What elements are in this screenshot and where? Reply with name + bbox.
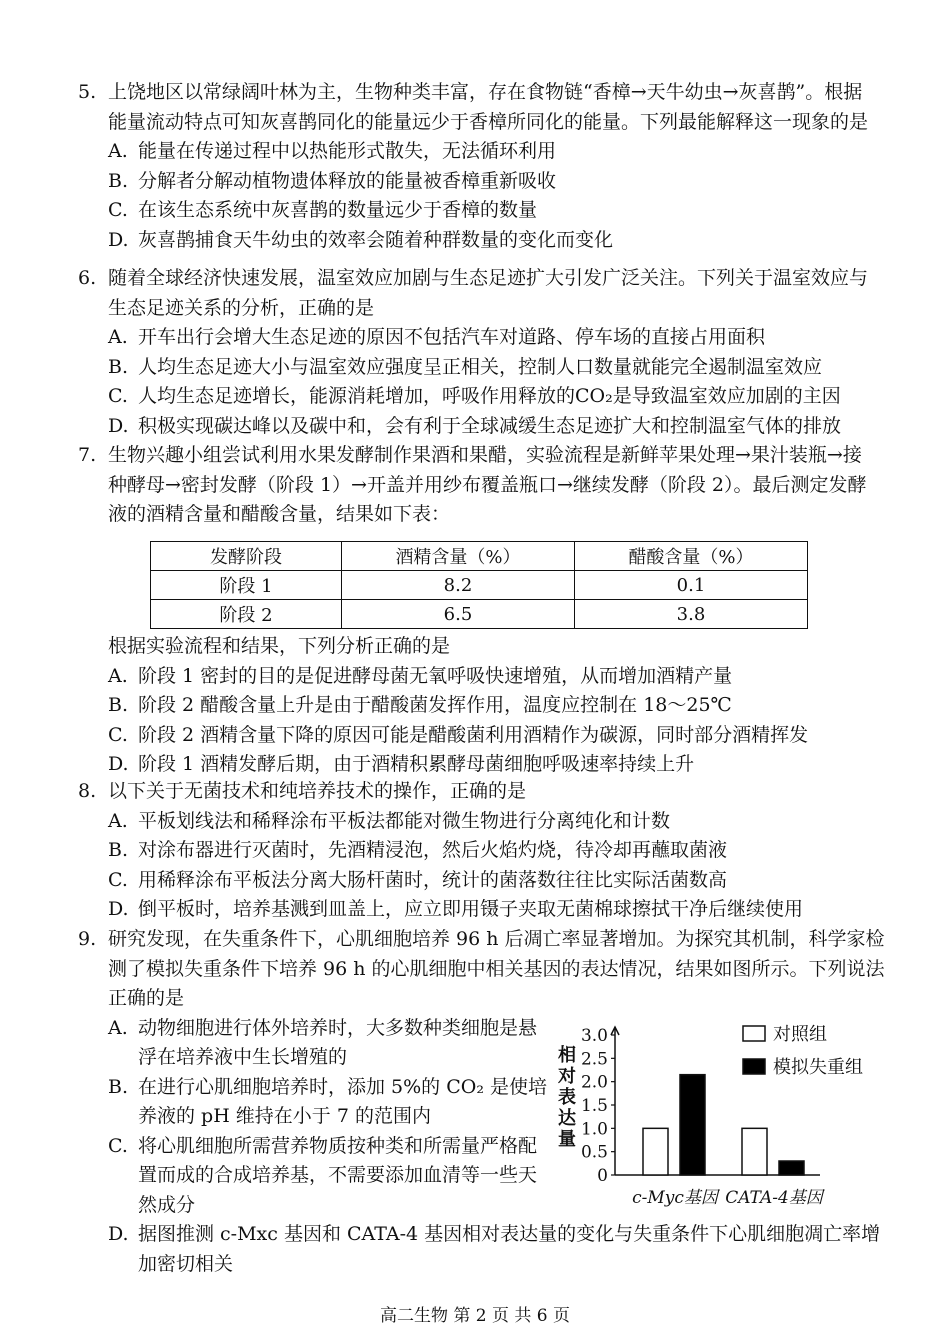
bar [680, 1075, 705, 1175]
bar [742, 1128, 767, 1175]
option-b[interactable]: B. 在进行心肌细胞培养时，添加 5%的 CO₂ 是使培 [108, 1075, 547, 1098]
y-tick-label: 0 [597, 1166, 608, 1186]
question-6 [78, 264, 888, 441]
y-axis-label: 对 [558, 1066, 576, 1087]
question-number: 7. [78, 444, 97, 466]
y-axis-label: 相 [558, 1045, 576, 1066]
legend-label: 模拟失重组 [773, 1057, 863, 1078]
y-tick-label: 0.5 [580, 1142, 608, 1163]
option-c[interactable]: C. 将心肌细胞所需营养物质按种类和所需量严格配 [108, 1134, 538, 1157]
option-b-cont: 养液的 pH 维持在小于 7 的范围内 [138, 1105, 431, 1127]
option-d[interactable]: D. 积极实现碳达峰以及碳中和，会有利于全球减缓生态足迹扩大和控制温室气体的排放 [108, 414, 842, 437]
option-c[interactable]: C. 用稀释涂布平板法分离大肠杆菌时，统计的菌落数往往比实际活菌数高 [108, 868, 728, 891]
question-7-options [78, 632, 888, 780]
option-c[interactable]: C. 人均生态足迹增长，能源消耗增加，呼吸作用释放的CO₂是导致温室效应加剧的主因 [108, 385, 841, 407]
option-c-cont: 然成分 [138, 1193, 196, 1216]
legend-swatch [743, 1059, 765, 1074]
question-text: 随着全球经济快速发展，温室效应加剧与生态足迹扩大引发广泛关注。下列关于温室效应与 [108, 267, 869, 289]
x-category-label: c-Myc基因 [632, 1188, 718, 1208]
table-row [151, 571, 808, 600]
option-a[interactable]: A. 开车出行会增大生态足迹的原因不包括汽车对道路、停车场的直接占用面积 [108, 326, 766, 348]
table-header: 醋酸含量（%） [575, 542, 808, 571]
question-text: 能量流动特点可知灰喜鹊同化的能量远少于香樟所同化的能量。下列最能解释这一现象的是 [108, 110, 869, 133]
table-header: 发酵阶段 [151, 542, 342, 571]
page-footer: 高二生物 第 2 页 共 6 页 [379, 1306, 571, 1326]
table-row [151, 600, 808, 629]
question-number: 9. [78, 928, 97, 950]
question-text: 上饶地区以常绿阔叶林为主，生物种类丰富，存在食物链“香樟→天牛幼虫→灰喜鹊”。根据 [108, 81, 863, 103]
y-tick-label: 1.5 [580, 1096, 608, 1116]
question-number: 6. [78, 267, 97, 289]
option-a[interactable]: A. 阶段 1 密封的目的是促进酵母菌无氧呼吸快速增殖，从而增加酒精产量 [108, 664, 733, 687]
y-axis-label: 表 [558, 1087, 576, 1108]
option-b[interactable]: B. 阶段 2 醋酸含量上升是由于醋酸菌发挥作用，温度应控制在 18～25℃ [108, 694, 732, 716]
option-a[interactable]: A. 平板划线法和稀释涂布平板法都能对微生物进行分离纯化和计数 [108, 809, 671, 832]
question-text: 生物兴趣小组尝试利用水果发酵制作果酒和果醋，实验流程是新鲜苹果处理→果汁装瓶→接 [108, 444, 862, 466]
fermentation-table [150, 541, 808, 629]
y-tick-label: 2.0 [580, 1072, 608, 1093]
table-cell: 3.8 [575, 600, 808, 629]
gene-expression-chart [555, 1015, 885, 1215]
question-8 [78, 777, 888, 925]
table-cell: 8.2 [342, 571, 575, 600]
option-b[interactable]: B. 分解者分解动植物遗体释放的能量被香樟重新吸收 [108, 169, 557, 192]
table-cell: 阶段 1 [151, 571, 342, 600]
question-text: 测了模拟失重条件下培养 96 h 的心肌细胞中相关基因的表达情况，结果如图所示。下列说法 [108, 957, 885, 980]
option-b[interactable]: B. 对涂布器进行灭菌时，先酒精浸泡，然后火焰灼烧，待冷却再蘸取菌液 [108, 839, 728, 861]
option-c[interactable]: C. 在该生态系统中灰喜鹊的数量远少于香樟的数量 [108, 199, 538, 221]
table-header: 酒精含量（%） [342, 542, 575, 571]
question-text: 种酵母→密封发酵（阶段 1）→开盖并用纱布覆盖瓶口→继续发酵（阶段 2）。最后测定发酵 [108, 473, 867, 496]
question-text: 液的酒精含量和醋酸含量，结果如下表： [108, 503, 451, 525]
x-category-label: CATA-4基因 [725, 1188, 823, 1208]
question-text: 正确的是 [108, 987, 185, 1009]
question-text: 研究发现，在失重条件下，心肌细胞培养 96 h 后凋亡率显著增加。为探究其机制，科学家检 [108, 928, 885, 950]
option-a-cont: 浮在培养液中生长增殖的 [138, 1046, 348, 1068]
question-number: 8. [78, 780, 97, 802]
question-5 [78, 78, 888, 255]
question-number: 5. [78, 81, 97, 103]
legend-label: 对照组 [773, 1024, 827, 1045]
question-lead: 根据实验流程和结果，下列分析正确的是 [108, 635, 451, 657]
y-tick-label: 3.0 [580, 1026, 608, 1046]
question-text: 生态足迹关系的分析，正确的是 [108, 296, 375, 319]
option-a[interactable]: A. 动物细胞进行体外培养时，大多数种类细胞是悬 [108, 1016, 538, 1039]
table-cell: 阶段 2 [151, 600, 342, 629]
y-tick-label: 2.5 [580, 1049, 608, 1070]
option-d[interactable]: D. 阶段 1 酒精发酵后期，由于酒精积累酵母菌细胞呼吸速率持续上升 [108, 753, 695, 775]
question-7 [78, 441, 888, 530]
table-cell: 0.1 [575, 571, 808, 600]
option-b[interactable]: B. 人均生态足迹大小与温室效应强度呈正相关，控制人口数量就能完全遏制温室效应 [108, 355, 823, 378]
option-d-cont: 加密切相关 [138, 1252, 234, 1275]
option-d[interactable]: D. 倒平板时，培养基溅到皿盖上，应立即用镊子夹取无菌棉球擦拭干净后继续使用 [108, 898, 804, 920]
option-d[interactable]: D. 据图推测 c-Mxc 基因和 CATA-4 基因相对表达量的变化与失重条件下心肌细胞凋亡率增 [108, 1223, 881, 1245]
table-header-row [151, 542, 808, 571]
y-axis-label: 量 [558, 1129, 576, 1150]
legend-swatch [743, 1026, 765, 1041]
option-c[interactable]: C. 阶段 2 酒精含量下降的原因可能是醋酸菌利用酒精作为碳源，同时部分酒精挥发 [108, 723, 809, 746]
y-tick-label: 1.0 [580, 1119, 608, 1140]
table-cell: 6.5 [342, 600, 575, 629]
option-c-cont: 置而成的合成培养基，不需要添加血清等一些天 [138, 1164, 538, 1186]
bar [643, 1128, 668, 1175]
question-text: 以下关于无菌技术和纯培养技术的操作，正确的是 [108, 780, 527, 802]
y-axis-label: 达 [558, 1108, 576, 1129]
bar [779, 1161, 804, 1175]
option-a[interactable]: A. 能量在传递过程中以热能形式散失，无法循环利用 [108, 140, 557, 162]
option-d[interactable]: D. 灰喜鹊捕食天牛幼虫的效率会随着种群数量的变化而变化 [108, 228, 614, 251]
